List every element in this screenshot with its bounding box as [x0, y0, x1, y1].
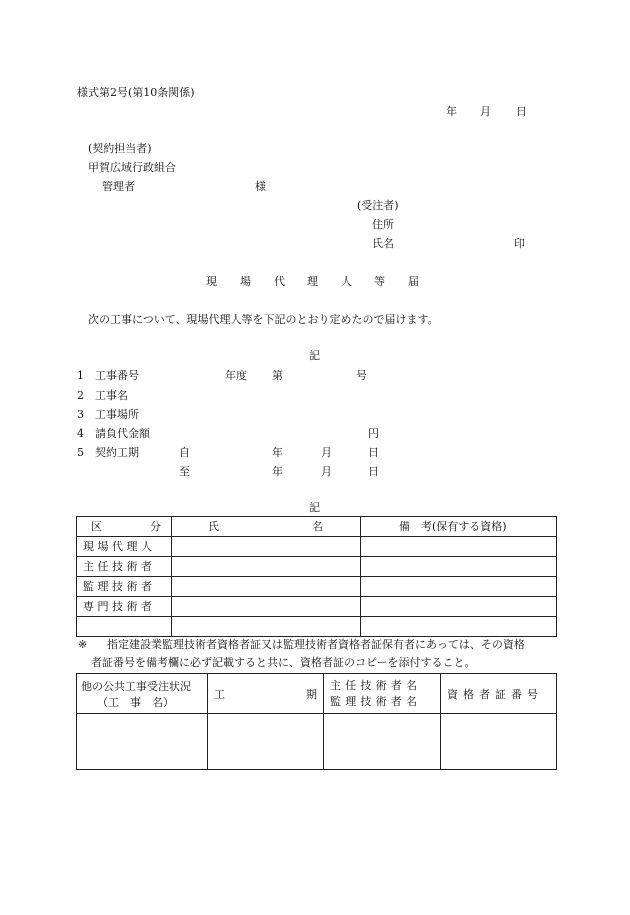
intro-text: 次の工事について、現場代理人等を下記のとおり定めたので届けます。 [88, 313, 439, 326]
period-from-label: 自 [179, 446, 190, 459]
header-category [77, 517, 172, 537]
header-remarks-text: 備 考(保有する資格) [399, 520, 507, 533]
name-cell[interactable] [172, 597, 361, 617]
header-name-char: 名 [312, 520, 323, 533]
item-label-contract-period: 契約工期 [95, 446, 139, 459]
table-row [77, 557, 557, 577]
name-label: 氏名 [372, 237, 394, 250]
remarks-cell[interactable] [361, 597, 557, 617]
period-cell[interactable] [208, 714, 324, 770]
engineer-name-cell[interactable] [324, 714, 441, 770]
manager-label: 管理者 [102, 180, 135, 193]
remarks-cell[interactable] [361, 557, 557, 577]
contract-officer-label: (契約担当者) [88, 142, 152, 155]
period-to-label: 至 [179, 465, 190, 478]
note-mark: ※ [78, 638, 88, 651]
item-number: 4 [77, 427, 84, 440]
item-label-construction-number: 工事番号 [95, 369, 139, 382]
item-number: 2 [77, 389, 84, 402]
period-month-label: 月 [321, 446, 332, 459]
contract-name-cell[interactable] [77, 714, 208, 770]
date-day-label: 日 [516, 105, 527, 118]
header-category-char: 分 [150, 520, 161, 533]
ki-heading-2: 記 [309, 501, 320, 514]
title-char: 現 [206, 275, 217, 288]
dai-label: 第 [272, 369, 283, 382]
organization-name: 甲賀広域行政組合 [88, 161, 176, 174]
honorific-sama: 様 [255, 180, 266, 193]
personnel-table [76, 516, 557, 637]
note-line-2: 者証番号を備考欄に必ず記載すると共に、資格者証のコピーを添付すること。 [91, 656, 476, 669]
row-label-supervising-engineer: 監理技術者 [77, 577, 172, 597]
remarks-cell[interactable] [361, 577, 557, 597]
header-other-contracts-line1: 他の公共工事受注状況 [81, 680, 191, 693]
title-char: 理 [307, 275, 318, 288]
row-label-chief-engineer: 主任技術者 [77, 557, 172, 577]
header-category-char: 区 [91, 520, 102, 533]
item-number: 3 [77, 408, 84, 421]
header-certificate-number-text: 資格者証番号 [447, 688, 543, 701]
header-supervising-engineer-name: 監理技術者名 [330, 695, 422, 708]
contractor-label: (受注者) [357, 199, 399, 212]
header-chief-engineer-name: 主任技術者名 [330, 679, 422, 692]
fiscal-year-label: 年度 [225, 369, 247, 382]
header-period-char: 期 [306, 688, 317, 701]
remarks-cell[interactable] [361, 537, 557, 557]
header-other-contracts [77, 674, 208, 714]
name-cell[interactable] [172, 537, 361, 557]
go-label: 号 [356, 369, 367, 382]
name-cell[interactable] [172, 617, 361, 637]
item-label-construction-name: 工事名 [95, 389, 128, 402]
other-contracts-header [77, 674, 557, 714]
header-other-contracts-line2: （工 事 名） [97, 696, 174, 709]
period-year-label: 年 [272, 446, 283, 459]
period-year-label: 年 [272, 465, 283, 478]
header-period-char: 工 [214, 688, 225, 701]
ki-heading-1: 記 [309, 349, 320, 362]
title-char: 人 [341, 275, 352, 288]
note-line-1: 指定建設業監理技術者資格者証又は監理技術者資格者証保有者にあっては、その資格 [107, 638, 525, 651]
item-label-contract-amount: 請負代金額 [95, 427, 150, 440]
header-remarks [361, 517, 557, 537]
period-month-label: 月 [321, 465, 332, 478]
name-cell[interactable] [172, 577, 361, 597]
header-engineer-names [324, 674, 441, 714]
other-contracts-table [76, 673, 557, 770]
item-number: 5 [77, 446, 84, 459]
item-label-construction-site: 工事場所 [95, 408, 139, 421]
personnel-table-header [77, 517, 557, 537]
document-title [0, 273, 630, 287]
name-cell[interactable] [172, 557, 361, 577]
header-certificate-number [441, 674, 557, 714]
title-char: 場 [240, 275, 251, 288]
certificate-number-cell[interactable] [441, 714, 557, 770]
title-char: 代 [274, 275, 285, 288]
row-label-specialist-engineer: 専門技術者 [77, 597, 172, 617]
row-label-site-agent: 現場代理人 [77, 537, 172, 557]
header-name [172, 517, 361, 537]
item-number: 1 [77, 369, 84, 382]
title-char: 等 [374, 275, 385, 288]
table-row [77, 577, 557, 597]
table-row [77, 617, 557, 637]
header-period [208, 674, 324, 714]
form-number-label: 様式第2号(第10条関係) [77, 86, 195, 99]
date-month-label: 月 [480, 105, 491, 118]
date-year-label: 年 [446, 105, 457, 118]
period-day-label: 日 [368, 465, 379, 478]
table-row [77, 597, 557, 617]
title-char: 届 [408, 275, 419, 288]
table-row [77, 537, 557, 557]
seal-mark: 印 [514, 237, 525, 250]
address-label: 住所 [372, 218, 394, 231]
header-name-char: 氏 [208, 520, 219, 533]
remarks-cell[interactable] [361, 617, 557, 637]
yen-label: 円 [368, 427, 379, 440]
table-row [77, 714, 557, 770]
blank-label-cell[interactable] [77, 617, 172, 637]
period-day-label: 日 [368, 446, 379, 459]
